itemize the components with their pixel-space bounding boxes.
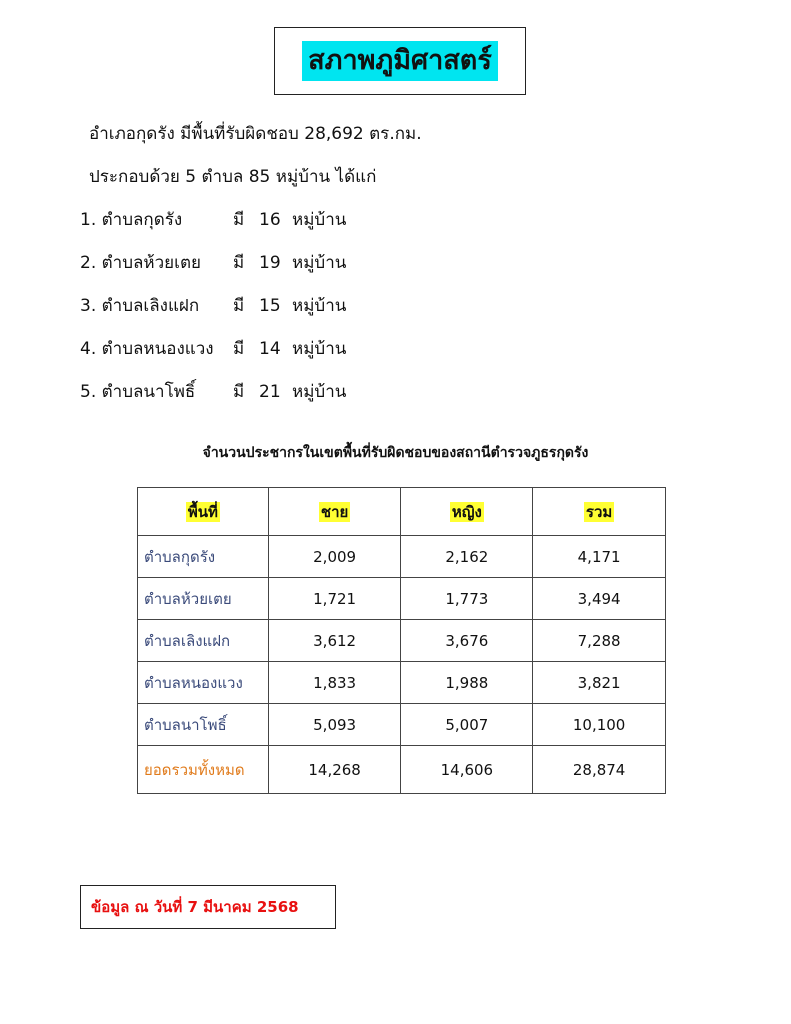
header-area-label: พื้นที่ (187, 502, 218, 521)
table-row (138, 704, 666, 746)
cell-total: 7,288 (533, 620, 666, 662)
area-line: อำเภอกุดรัง มีพื้นที่รับผิดชอบ 28,692 ตร.กม. (89, 124, 422, 144)
cell-total: 3,821 (533, 662, 666, 704)
cell-area: ตำบลเลิงแฝก (138, 620, 269, 662)
cell-female: 2,162 (401, 536, 533, 578)
table-caption: จำนวนประชากรในเขตพื้นที่รับผิดชอบของสถานีตำรวจภูธรกุดรัง (202, 445, 589, 461)
subdistrict-unit: หมู่บ้าน (292, 382, 347, 402)
subdistrict-count: 21 (259, 382, 281, 402)
subdistrict-has: มี (233, 210, 245, 230)
cell-female: 1,988 (401, 662, 533, 704)
subdistrict-name: 1. ตำบลกุดรัง (80, 210, 183, 230)
subdistrict-unit: หมู่บ้าน (292, 296, 347, 316)
subdistrict-name: 2. ตำบลห้วยเตย (80, 253, 201, 273)
cell-area: ตำบลกุดรัง (138, 536, 269, 578)
header-male (268, 488, 401, 536)
subdistrict-count: 16 (259, 210, 281, 230)
cell-male: 2,009 (268, 536, 401, 578)
cell-total-label: ยอดรวมทั้งหมด (138, 746, 269, 794)
cell-total: 4,171 (533, 536, 666, 578)
cell-male: 1,721 (268, 578, 401, 620)
cell-female: 3,676 (401, 620, 533, 662)
subdistrict-has: มี (233, 296, 245, 316)
page-title: สภาพภูมิศาสตร์ (302, 41, 498, 80)
cell-area: ตำบลห้วยเตย (138, 578, 269, 620)
header-total (533, 488, 666, 536)
subdistrict-unit: หมู่บ้าน (292, 253, 347, 273)
population-table (137, 487, 666, 794)
subdistrict-count: 15 (259, 296, 281, 316)
subdistrict-name: 3. ตำบลเลิงแฝก (80, 296, 200, 316)
header-female (401, 488, 533, 536)
subdistrict-has: มี (233, 382, 245, 402)
table-row (138, 620, 666, 662)
subdistrict-count: 19 (259, 253, 281, 273)
cell-male: 5,093 (268, 704, 401, 746)
cell-total-female: 14,606 (401, 746, 533, 794)
table-header-row (138, 488, 666, 536)
data-date-note: ข้อมูล ณ วันที่ 7 มีนาคม 2568 (80, 885, 336, 929)
subdistrict-count: 14 (259, 339, 281, 359)
cell-female: 5,007 (401, 704, 533, 746)
cell-total: 10,100 (533, 704, 666, 746)
subdistrict-has: มี (233, 253, 245, 273)
cell-male: 3,612 (268, 620, 401, 662)
cell-area: ตำบลนาโพธิ์ (138, 704, 269, 746)
header-male-label: ชาย (320, 502, 349, 521)
table-row (138, 536, 666, 578)
subdistrict-name: 4. ตำบลหนองแวง (80, 339, 214, 359)
header-area (138, 488, 269, 536)
subdistrict-unit: หมู่บ้าน (292, 210, 347, 230)
subdistrict-unit: หมู่บ้าน (292, 339, 347, 359)
title-box (274, 27, 526, 95)
subdistrict-has: มี (233, 339, 245, 359)
cell-area: ตำบลหนองแวง (138, 662, 269, 704)
header-female-label: หญิง (451, 502, 482, 521)
cell-total-male: 14,268 (268, 746, 401, 794)
header-total-label: รวม (585, 502, 613, 521)
table-row (138, 578, 666, 620)
cell-total: 3,494 (533, 578, 666, 620)
cell-grand-total: 28,874 (533, 746, 666, 794)
table-row (138, 662, 666, 704)
subdistrict-name: 5. ตำบลนาโพธิ์ (80, 382, 196, 402)
cell-female: 1,773 (401, 578, 533, 620)
table-total-row (138, 746, 666, 794)
cell-male: 1,833 (268, 662, 401, 704)
composition-line: ประกอบด้วย 5 ตำบล 85 หมู่บ้าน ได้แก่ (89, 167, 377, 187)
